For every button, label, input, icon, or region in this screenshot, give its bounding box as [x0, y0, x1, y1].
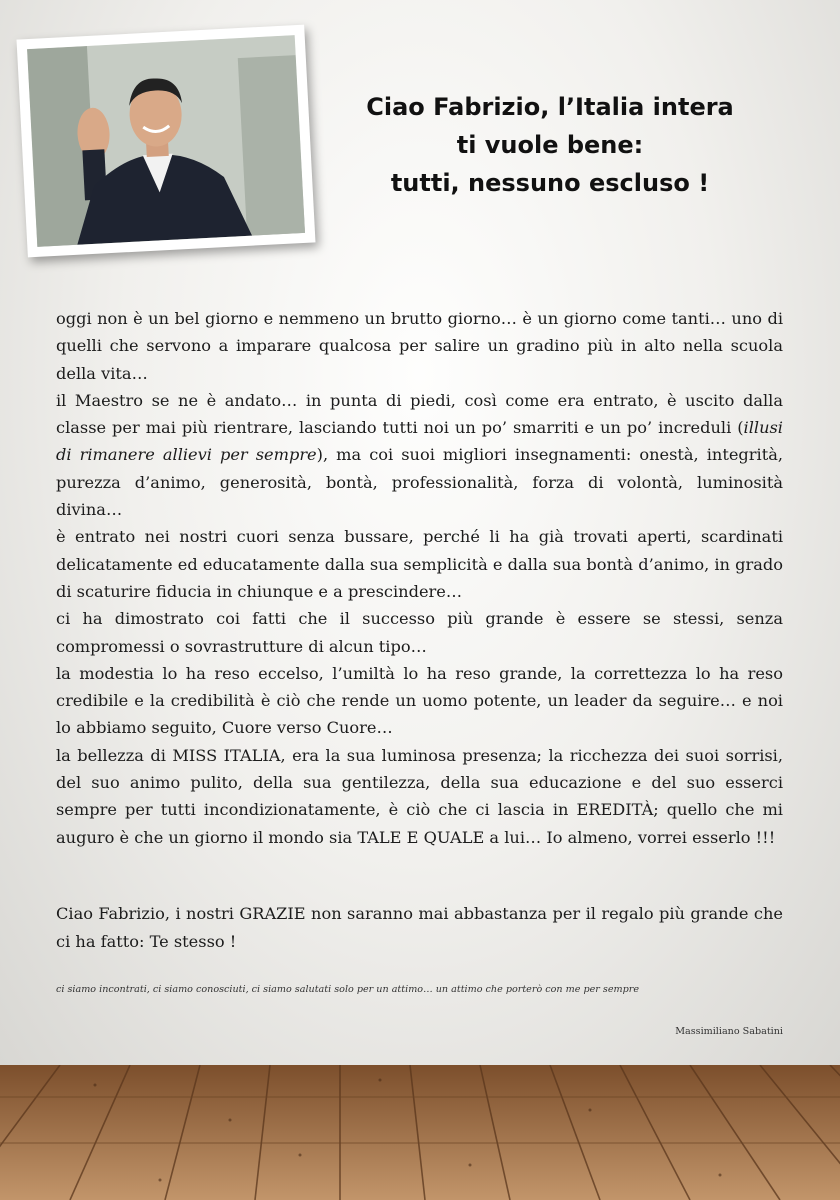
title-line-3: tutti, nessuno escluso ! [390, 169, 710, 197]
portrait-photo-frame [16, 25, 315, 258]
wooden-floor [0, 1065, 840, 1200]
paragraph-4: ci ha dimostrato coi fatti che il successo più grande è essere se stessi, senza compromessi o sovrastrutture di alcun tipo… [56, 609, 783, 656]
signature: Massimiliano Sabatini [675, 1026, 783, 1037]
portrait-photo [27, 35, 305, 247]
closing-paragraph: Ciao Fabrizio, i nostri GRAZIE non saranno mai abbastanza per il regalo più grande che ci ha fatto: Te stesso ! [56, 904, 783, 951]
page-title [320, 88, 780, 202]
title-line-1: Ciao Fabrizio, l’Italia intera [366, 93, 734, 121]
paragraph-2-end: ), ma coi suoi migliori insegnamenti: onestà, integrità, purezza d’animo, generosità, bontà, professionalità, forza di volontà, luminosità divina… [56, 445, 783, 520]
title-line-2: ti vuole bene: [456, 131, 644, 159]
paragraph-3: è entrato nei nostri cuori senza bussare, perché li ha già trovati aperti, scardinati delicatamente ed educatamente dalla sua semplicità e dalla sua bontà d’animo, in grado di scaturire fiducia in chiunque e a prescindere… [56, 527, 783, 601]
paragraph-2-start: il Maestro se ne è andato… in punta di piedi, così come era entrato, è uscito dalla classe per mai più rientrare, lasciando tutti noi un po’ smarriti e un po’ increduli ( [56, 390, 783, 438]
paragraph-6: la bellezza di MISS ITALIA, era la sua luminosa presenza; la ricchezza dei suoi sorrisi, del suo animo pulito, della sua gentilezza, della sua educazione e del suo esserci sempre per tutti incondizionatamente, è ciò che ci lascia in EREDITÀ; quello che mi auguro è che un giorno il mondo sia TALE E QUALE a lui… Io almeno, vorrei esserlo !!! [56, 745, 783, 847]
tribute-body [56, 305, 783, 851]
paragraph-1: oggi non è un bel giorno e nemmeno un brutto giorno… è un giorno come tanti… uno di quelli che servono a imparare qualcosa per salire un gradino più in alto nella scuola della vita… [56, 309, 783, 383]
paragraph-2 [56, 387, 783, 523]
footnote: ci siamo incontrati, ci siamo conosciuti, ci siamo salutati solo per un attimo… un attimo che porterò con me per sempre [56, 984, 640, 995]
paragraph-5: la modestia lo ha reso eccelso, l’umiltà lo ha reso grande, la correttezza lo ha reso credibile e la credibilità è ciò che rende un uomo potente, un leader da seguire… e noi lo abbiamo seguito, Cuore verso Cuore… [56, 663, 783, 738]
paragraph-2-italic: illusi di rimanere allievi per sempre [56, 418, 783, 465]
